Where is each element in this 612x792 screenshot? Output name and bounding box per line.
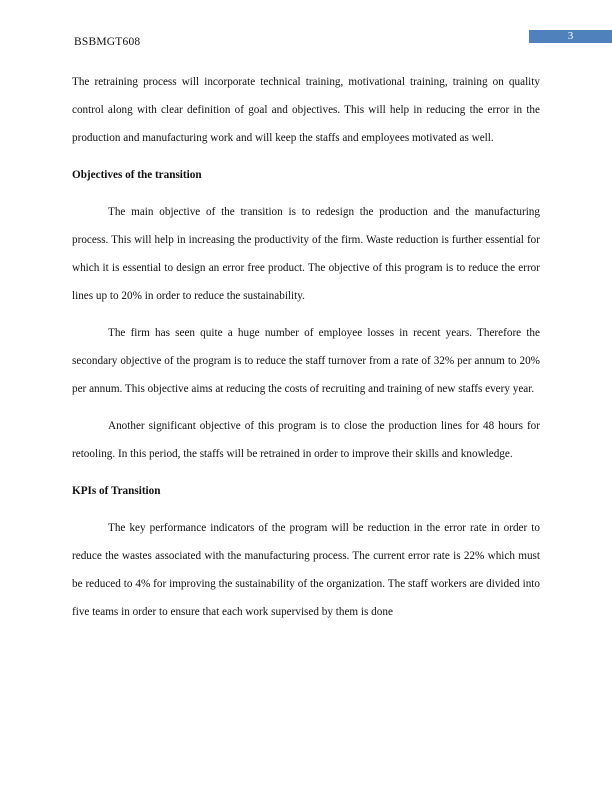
objectives-paragraph-3: Another significant objective of this program is to close the production lines for 48 hours for retooling. In this period, the staffs will be retrained in order to improve their skills and knowledge. bbox=[72, 420, 540, 460]
kpis-heading: KPIs of Transition bbox=[72, 485, 161, 497]
document-header-code: BSBMGT608 bbox=[74, 36, 141, 48]
kpis-paragraph-1: The key performance indicators of the program will be reduction in the error rate in order to reduce the wastes associated with the manufacturing process. The current error rate is 22% which must be reduced to 4% for improving the sustainability of the organization. The staff workers are divided into five teams in order to ensure that each work supervised by them is done bbox=[72, 522, 540, 618]
objectives-paragraph-1: The main objective of the transition is to redesign the production and the manufacturing process. This will help in increasing the productivity of the firm. Waste reduction is further essential for which it is essential to design an error free product. The objective of this program is to reduce the error lines up to 20% in order to reduce the sustainability. bbox=[72, 206, 540, 302]
page-number-bar bbox=[529, 30, 612, 43]
intro-paragraph: The retraining process will incorporate technical training, motivational training, training on quality control along with clear definition of goal and objectives. This will help in reducing the error in the production and manufacturing work and will keep the staffs and employees motivated as well. bbox=[72, 76, 540, 144]
document-body bbox=[72, 68, 540, 626]
objectives-heading: Objectives of the transition bbox=[72, 169, 202, 181]
page-number: 3 bbox=[567, 30, 574, 42]
objectives-paragraph-2: The firm has seen quite a huge number of employee losses in recent years. Therefore the secondary objective of the program is to reduce the staff turnover from a rate of 32% per annum to 20% per annum. This objective aims at reducing the costs of recruiting and training of new staffs every year. bbox=[72, 327, 540, 395]
